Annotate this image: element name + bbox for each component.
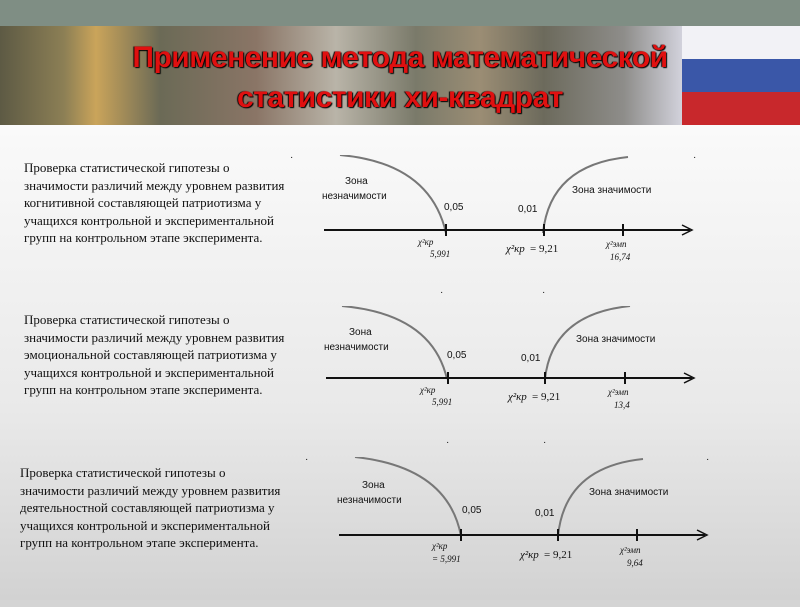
slide-content [0, 125, 800, 600]
p-value-001: 0,01 [521, 353, 541, 364]
slide-title-line2: статистики хи-квадрат [237, 81, 563, 114]
chi-critical-1-symbol: χ²кр [432, 541, 448, 551]
decorative-dot: · [542, 287, 546, 298]
p-value-001: 0,01 [518, 204, 538, 215]
hypothesis-text-2: Проверка статистической гипотезы о значимости различий между уровнем развития эмоциональной составляющей патриотизма у учащихся контрольной и экспериментальной групп на контрольном этапе эксперимента. [24, 312, 285, 397]
chi-empirical-value: 16,74 [610, 252, 631, 262]
decorative-dot: · [440, 287, 444, 298]
chi-critical-2-symbol: χ²кр [508, 391, 527, 403]
slide-title-line1: Применение метода математической [132, 41, 668, 74]
chi-critical-2-value: = 9,21 [530, 243, 559, 255]
slide-title [0, 38, 800, 118]
chi-critical-1-symbol: χ²кр [420, 385, 436, 395]
p-value-005: 0,05 [447, 350, 467, 361]
hypothesis-text-3: Проверка статистической гипотезы о значимости различий между уровнем развития деятельностной составляющей патриотизма у учащихся контрольной и экспериментальной групп на контрольном этапе эксперимента. [20, 465, 281, 550]
decorative-dot: · [706, 457, 710, 465]
decorative-dot: · [290, 155, 294, 163]
zone-significance-label: Зона значимости [572, 185, 652, 196]
p-value-001: 0,01 [535, 508, 555, 519]
chi-empirical-value: 13,4 [614, 400, 630, 410]
chi-critical-1-value: 5,991 [430, 249, 451, 259]
chi-square-diagram-3 [0, 457, 800, 607]
chi-empirical-symbol: χ²эмп [620, 545, 641, 555]
decorative-dot: · [693, 155, 697, 163]
chi-square-diagram-1 [0, 155, 800, 305]
hypothesis-panel-3 [0, 457, 800, 607]
decorative-dot: · [305, 457, 309, 465]
chi-critical-2-symbol: χ²кр [506, 243, 525, 255]
decorative-dot: · [446, 437, 450, 448]
header-banner [0, 0, 800, 125]
chi-critical-1-value: 5,991 [432, 397, 453, 407]
chi-empirical-value: 9,64 [627, 558, 643, 568]
chi-empirical-symbol: χ²эмп [608, 387, 629, 397]
zone-insignificance-label-1: Зона [362, 480, 385, 491]
zone-significance-label: Зона значимости [576, 334, 656, 345]
p-value-005: 0,05 [462, 505, 482, 516]
zone-insignificance-label-2: незначимости [337, 495, 402, 506]
chi-critical-2-symbol: χ²кр [520, 549, 539, 561]
decorative-dot: · [543, 437, 547, 448]
chi-critical-1-symbol: χ²кр [418, 237, 434, 247]
chi-critical-2-value: = 9,21 [532, 391, 561, 403]
zone-insignificance-label-1: Зона [345, 176, 368, 187]
hypothesis-text-1: Проверка статистической гипотезы о значимости различий между уровнем развития когнитивной составляющей патриотизма у учащихся контрольной и экспериментальной групп на контрольном этапе эксперимента. [24, 160, 285, 245]
chi-critical-1-value: = 5,991 [432, 554, 461, 564]
chi-critical-2-value: = 9,21 [544, 549, 573, 561]
zone-insignificance-label-2: незначимости [324, 342, 389, 353]
chi-empirical-symbol: χ²эмп [606, 239, 627, 249]
p-value-005: 0,05 [444, 202, 464, 213]
banner-strip [0, 0, 800, 26]
zone-insignificance-label-1: Зона [349, 327, 372, 338]
zone-significance-label: Зона значимости [589, 487, 669, 498]
hypothesis-panel-2 [0, 306, 800, 456]
chi-square-diagram-2 [0, 306, 800, 456]
hypothesis-panel-1 [0, 155, 800, 305]
zone-insignificance-label-2: незначимости [322, 191, 387, 202]
